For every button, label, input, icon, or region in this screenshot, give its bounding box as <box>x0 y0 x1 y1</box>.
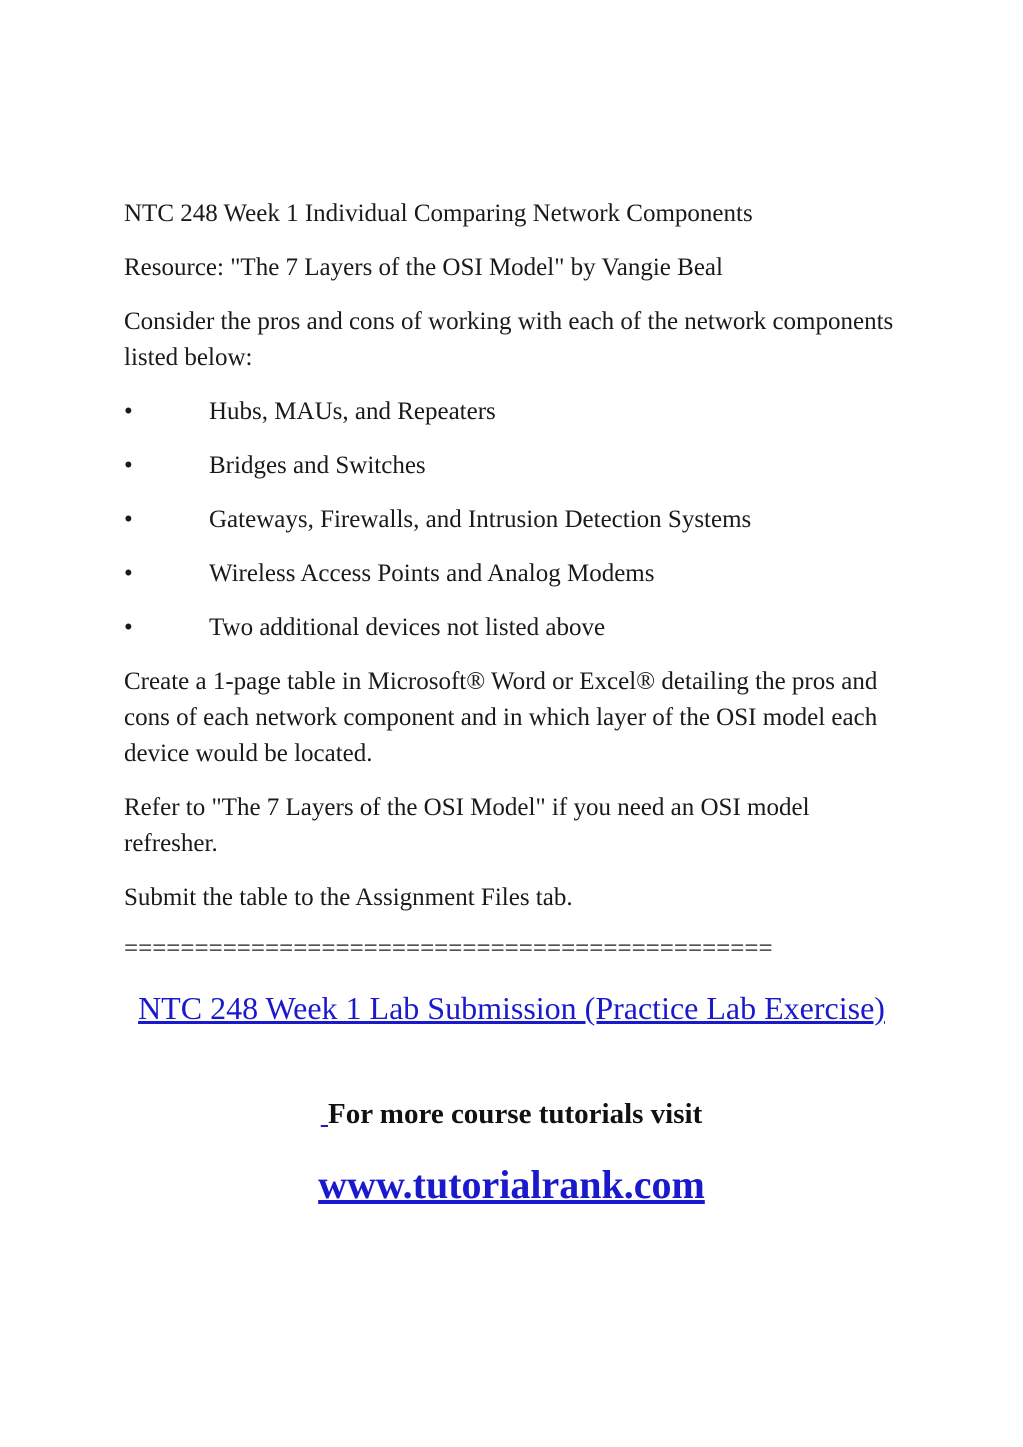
list-item <box>124 394 904 430</box>
bullet-icon: • <box>124 398 133 425</box>
divider-line: ============================================== <box>124 935 773 962</box>
list-item-text: Wireless Access Points and Analog Modems <box>209 560 655 587</box>
more-tutorials-text: For more course tutorials visit <box>328 1098 703 1130</box>
bullet-icon: • <box>124 506 133 533</box>
refer-paragraph: Refer to "The 7 Layers of the OSI Model" if you need an OSI model refresher. <box>124 794 810 857</box>
list-item <box>124 610 904 646</box>
list-item-text: Bridges and Switches <box>209 452 426 479</box>
list-item-text: Hubs, MAUs, and Repeaters <box>209 398 496 425</box>
underlined-space-link[interactable] <box>321 1098 328 1130</box>
website-link[interactable]: www.tutorialrank.com <box>318 1162 705 1207</box>
bullet-icon: • <box>124 560 133 587</box>
list-item <box>124 502 904 538</box>
lab-submission-link[interactable]: NTC 248 Week 1 Lab Submission (Practice Lab Exercise) <box>138 990 885 1026</box>
list-item-text: Two additional devices not listed above <box>209 614 606 641</box>
list-item <box>124 448 904 484</box>
more-tutorials-line <box>124 1094 899 1134</box>
list-item <box>124 556 904 592</box>
document-body <box>124 196 904 982</box>
bullet-icon: • <box>124 452 133 479</box>
intro-paragraph: Consider the pros and cons of working with each of the network components listed below: <box>124 308 894 371</box>
bullet-icon: • <box>124 614 133 641</box>
resource-line: Resource: "The 7 Layers of the OSI Model" by Vangie Beal <box>124 254 723 281</box>
submit-paragraph: Submit the table to the Assignment Files tab. <box>124 884 573 911</box>
create-paragraph: Create a 1-page table in Microsoft® Word or Excel® detailing the pros and cons of each network component and in which layer of the OSI model each device would be located. <box>124 668 878 767</box>
list-item-text: Gateways, Firewalls, and Intrusion Detection Systems <box>209 506 752 533</box>
document-title: NTC 248 Week 1 Individual Comparing Network Components <box>124 200 753 227</box>
